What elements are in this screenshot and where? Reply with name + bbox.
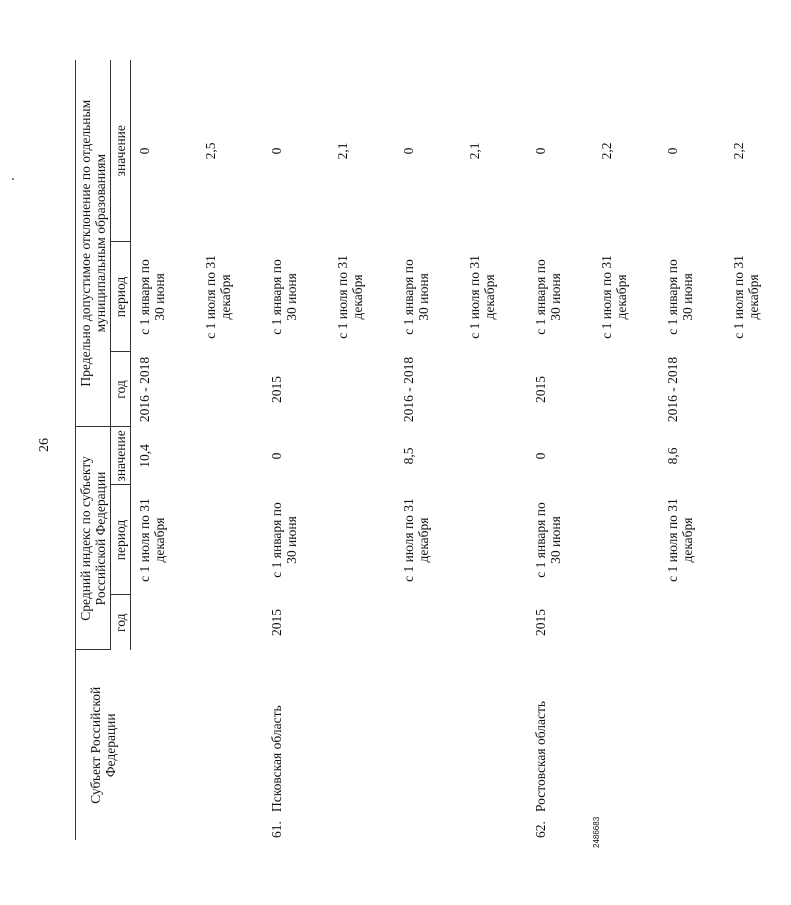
cell-dev-value-text: 0 — [269, 147, 285, 155]
header-dev-value: значение — [111, 60, 131, 242]
cell-avg-year — [131, 595, 198, 650]
cell-avg-value-text: 0 — [533, 452, 549, 460]
cell-avg-year — [725, 595, 791, 650]
cell-avg-year-text: 2015 — [269, 609, 285, 636]
cell-avg-value — [725, 427, 791, 485]
cell-avg-year — [659, 595, 725, 650]
cell-dev-value — [725, 60, 791, 242]
cell-dev-value-text: 2,1 — [467, 142, 483, 160]
cell-dev-period-text: с 1 июля по 31 декабря — [335, 255, 366, 339]
cell-subject — [725, 650, 791, 840]
cell-dev-value — [263, 60, 329, 242]
cell-dev-period-text: с 1 июля по 31 декабря — [599, 255, 630, 339]
row-number: 62. — [533, 821, 549, 838]
cell-avg-period-text: с 1 июля по 31 декабря — [401, 498, 432, 582]
header-avg-value: значение — [111, 427, 131, 485]
cell-dev-value — [329, 60, 395, 242]
cell-avg-period-text: с 1 января по 30 июня — [533, 502, 564, 578]
cell-avg-period — [659, 485, 725, 595]
cell-avg-value — [329, 427, 395, 485]
cell-dev-value — [527, 60, 593, 242]
cell-dev-value-text: 2,2 — [599, 142, 615, 160]
cell-avg-value-text: 10,4 — [137, 444, 153, 468]
cell-avg-value-text: 8,5 — [401, 447, 417, 465]
cell-avg-period-text: с 1 июля по 31 декабря — [665, 498, 696, 582]
cell-dev-year-text: 2016 - 2018 — [137, 356, 153, 423]
cell-avg-period — [461, 485, 527, 595]
cell-dev-value — [593, 60, 659, 242]
cell-avg-value-text: 0 — [269, 452, 285, 460]
table-row — [527, 60, 593, 840]
table-body — [131, 60, 791, 840]
cell-subject — [461, 650, 527, 840]
cell-dev-year — [725, 352, 791, 427]
cell-dev-year-text: 2016 - 2018 — [665, 356, 681, 423]
cell-dev-year-text: 2015 — [269, 375, 285, 403]
cell-dev-year-text: 2015 — [533, 375, 549, 403]
cell-avg-period — [329, 485, 395, 595]
cell-avg-period — [395, 485, 461, 595]
cell-avg-period-text: с 1 июля по 31 декабря — [137, 498, 168, 582]
cell-avg-value-text: 8,6 — [665, 447, 681, 465]
header-max-deviation: Предельно допустимое отклонение по отдельным муниципальным образованиям — [76, 60, 111, 427]
cell-avg-period — [593, 485, 659, 595]
cell-avg-value — [461, 427, 527, 485]
cell-avg-year — [461, 595, 527, 650]
cell-dev-period — [725, 242, 791, 352]
cell-dev-period — [461, 242, 527, 352]
cell-dev-value-text: 0 — [401, 147, 417, 155]
cell-avg-value — [659, 427, 725, 485]
cell-avg-period-text: с 1 января по 30 июня — [269, 502, 300, 578]
cell-avg-year — [329, 595, 395, 650]
cell-avg-value — [131, 427, 198, 485]
cell-dev-period — [329, 242, 395, 352]
cell-dev-period — [263, 242, 329, 352]
cell-avg-year — [593, 595, 659, 650]
header-avg-period: период — [111, 485, 131, 595]
cell-subject — [131, 650, 198, 840]
cell-subject — [659, 650, 725, 840]
cell-avg-year — [395, 595, 461, 650]
cell-avg-value — [593, 427, 659, 485]
cell-dev-value-text: 0 — [533, 147, 549, 155]
cell-avg-year — [197, 595, 263, 650]
cell-dev-period — [527, 242, 593, 352]
cell-dev-year — [461, 352, 527, 427]
cell-avg-value — [263, 427, 329, 485]
cell-subject — [263, 650, 329, 840]
cell-dev-value-text: 0 — [665, 147, 681, 155]
cell-dev-value — [197, 60, 263, 242]
cell-avg-period — [263, 485, 329, 595]
cell-dev-value-text: 2,5 — [203, 142, 219, 160]
cell-avg-period — [527, 485, 593, 595]
tariff-deviation-table — [75, 60, 791, 840]
cell-dev-period-text: с 1 января по 30 июня — [665, 259, 696, 335]
cell-subject — [527, 650, 593, 840]
header-dev-year: год — [111, 352, 131, 427]
cell-dev-period-text: с 1 июля по 31 декабря — [467, 255, 498, 339]
subject-name: Ростовская область — [533, 701, 549, 812]
scan-speck — [12, 178, 14, 180]
cell-dev-value — [395, 60, 461, 242]
header-avg-index: Средний индекс по субъекту Российской Федерации — [76, 427, 111, 650]
header-dev-period: период — [111, 242, 131, 352]
cell-dev-year — [659, 352, 725, 427]
cell-dev-value-text: 2,1 — [335, 142, 351, 160]
cell-subject — [329, 650, 395, 840]
cell-avg-period — [131, 485, 198, 595]
cell-dev-period — [197, 242, 263, 352]
cell-dev-year — [593, 352, 659, 427]
table-row — [263, 60, 329, 840]
header-subject: Субъект Российской Федерации — [76, 650, 131, 840]
cell-dev-year — [197, 352, 263, 427]
table-row — [659, 60, 725, 840]
cell-dev-year — [527, 352, 593, 427]
row-number: 61. — [269, 821, 285, 838]
cell-dev-value-text: 2,2 — [731, 142, 747, 160]
cell-avg-value — [527, 427, 593, 485]
cell-subject — [395, 650, 461, 840]
cell-dev-year — [131, 352, 198, 427]
cell-avg-year-text: 2015 — [533, 609, 549, 636]
cell-dev-period — [593, 242, 659, 352]
cell-dev-period — [659, 242, 725, 352]
table-row — [395, 60, 461, 840]
cell-avg-value — [395, 427, 461, 485]
cell-avg-year — [263, 595, 329, 650]
cell-dev-value — [659, 60, 725, 242]
cell-dev-period-text: с 1 июля по 31 декабря — [203, 255, 234, 339]
cell-dev-year — [329, 352, 395, 427]
cell-dev-period-text: с 1 января по 30 июня — [137, 259, 168, 335]
cell-dev-period — [395, 242, 461, 352]
cell-dev-year-text: 2016 - 2018 — [401, 356, 417, 423]
table-row — [329, 60, 395, 840]
cell-dev-period-text: с 1 июля по 31 декабря — [731, 255, 762, 339]
page-number: 26 — [37, 438, 52, 452]
document-code: 2486683 — [592, 816, 601, 848]
table-row — [461, 60, 527, 840]
table-row — [131, 60, 198, 840]
cell-dev-value — [131, 60, 198, 242]
table-row — [197, 60, 263, 840]
cell-subject — [593, 650, 659, 840]
cell-avg-period — [197, 485, 263, 595]
cell-avg-period — [725, 485, 791, 595]
cell-avg-year — [527, 595, 593, 650]
cell-dev-period — [131, 242, 198, 352]
subject-name: Псковская область — [269, 705, 285, 812]
table-row — [593, 60, 659, 840]
cell-dev-year — [395, 352, 461, 427]
cell-dev-period-text: с 1 января по 30 июня — [533, 259, 564, 335]
table-row — [725, 60, 791, 840]
cell-dev-value-text: 0 — [137, 147, 153, 155]
cell-dev-value — [461, 60, 527, 242]
cell-dev-year — [263, 352, 329, 427]
header-avg-year: год — [111, 595, 131, 650]
cell-dev-period-text: с 1 января по 30 июня — [401, 259, 432, 335]
cell-avg-value — [197, 427, 263, 485]
cell-dev-period-text: с 1 января по 30 июня — [269, 259, 300, 335]
cell-subject — [197, 650, 263, 840]
